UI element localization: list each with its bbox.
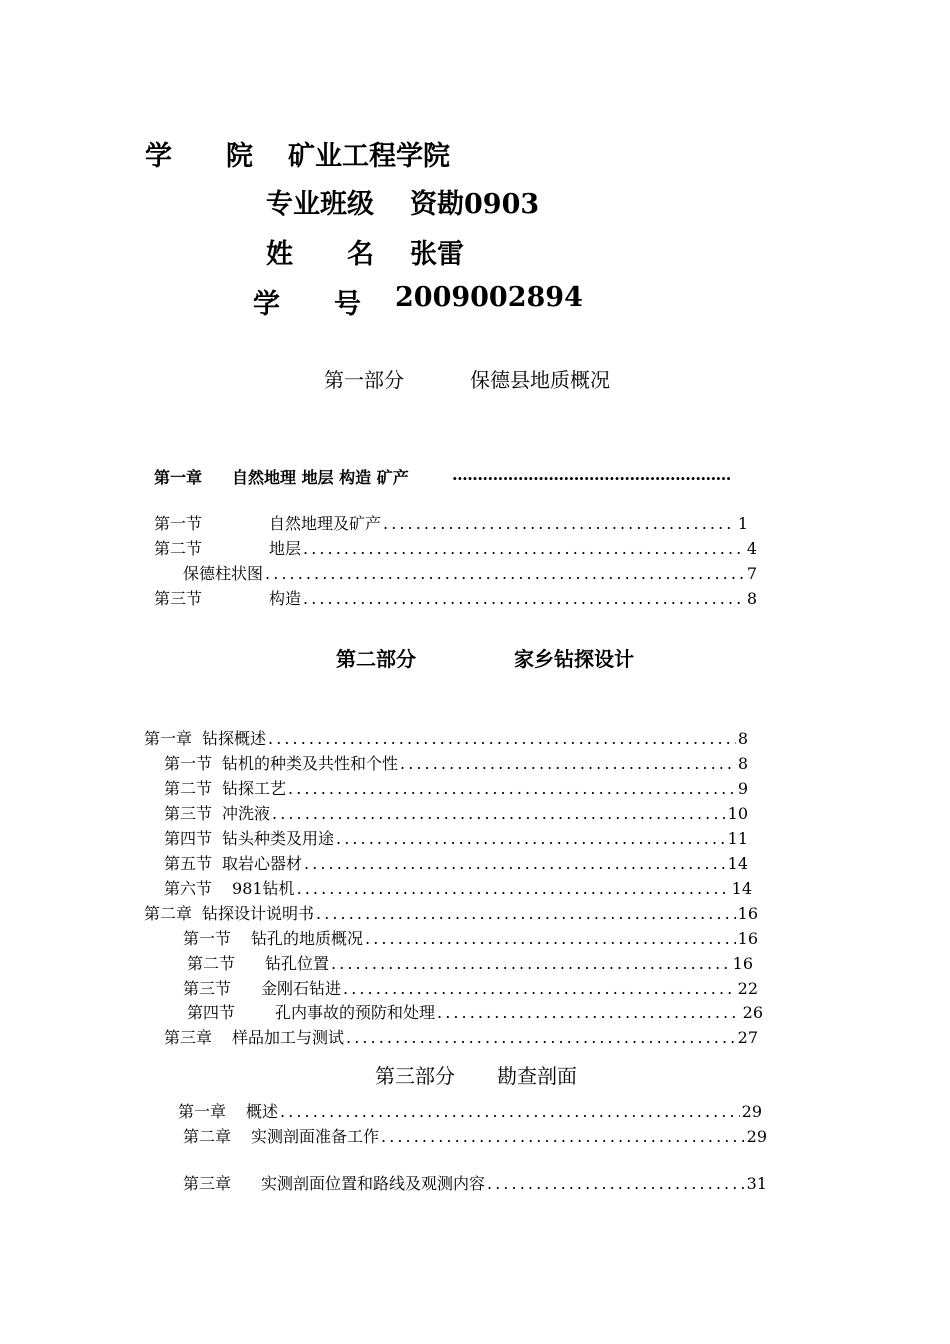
leader-dots [304,854,726,873]
leader-dots [381,1127,745,1146]
toc-section-number: 第二节 [154,539,203,558]
leader-dots [265,564,745,583]
toc-chapter-title: 实测剖面位置和路线及观测内容 [261,1174,486,1193]
toc-section-number: 第四节 [187,1003,236,1022]
toc-row [164,776,748,799]
toc-chapter-title: 实测剖面准备工作 [251,1127,380,1146]
toc-page-number: 16 [737,904,758,923]
toc-chapter-number: 第二章 [144,904,193,923]
toc-section-number: 第二节 [187,954,236,973]
leader-dots [400,754,736,773]
toc-page-number: 16 [737,929,758,948]
toc-section-title: 钻孔的地质概况 [251,929,364,948]
part1-chapter1-number: 第一章 [154,468,203,487]
student-id-value: 2009002894 [395,282,583,313]
toc-row [164,751,748,774]
toc-chapter-title: 钻探设计说明书 [202,904,315,923]
toc-page-number: 14 [727,854,748,873]
toc-row [187,951,753,974]
leader-dots [303,539,745,558]
toc-row [164,1025,758,1048]
toc-row [183,1124,767,1147]
toc-row [183,976,758,999]
toc-row [144,901,758,924]
toc-page-number: 27 [737,1028,758,1047]
toc-page-number: 10 [727,804,748,823]
toc-row [164,801,748,824]
toc-page-number: 9 [737,779,748,798]
part2-title: 家乡钻探设计 [514,647,634,671]
toc-section-title: 地层 [269,539,302,558]
toc-page-number: 16 [732,954,753,973]
college-label: 学 院 [145,141,253,172]
toc-page-number: 14 [731,879,752,898]
college-value: 矿业工程学院 [288,141,450,172]
name-label: 姓 名 [266,239,374,270]
toc-page-number: 7 [746,564,757,583]
toc-section-number: 第六节 [164,879,213,898]
leader-dots [343,979,736,998]
leader-dots [487,1174,745,1193]
leader-dots [336,829,726,848]
toc-section-title: 自然地理及矿产 [269,514,382,533]
leader-dots [383,514,736,533]
toc-section-number: 第一节 [183,929,232,948]
toc-row [144,726,748,749]
toc-page-number: 26 [742,1003,763,1022]
toc-page-number: 31 [746,1174,767,1193]
toc-section-title: 钻机的种类及共性和个性 [222,754,399,773]
leader-dots [437,1003,741,1022]
toc-page-number: 22 [737,979,758,998]
toc-section-title: 冲洗液 [222,804,271,823]
toc-section-title: 981钻机 [232,879,295,898]
leader-dots [272,804,726,823]
toc-row [154,511,748,534]
toc-row [178,1099,762,1122]
leader-dots [365,929,736,948]
leader-dots [280,1102,740,1121]
toc-section-number: 第三节 [154,589,203,608]
part1-chapter1-title: 自然地理 地层 构造 矿产 [232,468,409,487]
leader-dots [316,904,736,923]
part1-title: 保德县地质概况 [470,368,610,392]
toc-page-number: 11 [727,829,748,848]
toc-page-number: 29 [746,1127,767,1146]
toc-chapter-number: 第一章 [144,729,193,748]
toc-chapter-title: 概述 [246,1102,279,1121]
leader-dots [303,589,745,608]
toc-chapter-number: 第一章 [178,1102,227,1121]
toc-section-number: 第三节 [164,804,213,823]
toc-row [187,1000,763,1023]
toc-page-number: 8 [746,589,757,608]
toc-page-number: 8 [737,754,748,773]
part2-number: 第二部分 [336,647,416,671]
toc-row [164,876,752,899]
toc-section-title: 金刚石钻进 [261,979,342,998]
toc-chapter-title: 钻探概述 [202,729,267,748]
toc-page-number: 8 [737,729,748,748]
leader-dots [346,1028,736,1047]
class-label: 专业班级 [266,189,374,220]
toc-section-title: 构造 [269,589,302,608]
toc-section-number: 第一节 [154,514,203,533]
leader-dots [288,779,736,798]
toc-section-title: 取岩心器材 [222,854,303,873]
toc-page-number: 29 [741,1102,762,1121]
toc-row [183,926,758,949]
toc-chapter-title: 样品加工与测试 [232,1028,345,1047]
toc-section-number: 第二节 [164,779,213,798]
toc-section-number: 第三节 [183,979,232,998]
toc-page-number: 1 [737,514,748,533]
toc-section-number: 第一节 [164,754,213,773]
class-value: 资勘0903 [410,189,540,220]
toc-chapter-number: 第二章 [183,1127,232,1146]
part3-number: 第三部分 [375,1064,455,1088]
toc-page-number: 4 [746,539,757,558]
name-value: 张雷 [410,239,464,270]
part1-chapter1-leader: ....................................................... [452,465,731,484]
toc-section-title: 钻孔位置 [265,954,330,973]
toc-section-title: 孔内事故的预防和处理 [275,1003,436,1022]
toc-section-number: 第五节 [164,854,213,873]
leader-dots [331,954,731,973]
leader-dots [297,879,730,898]
toc-row [183,561,757,584]
toc-row [164,826,748,849]
student-id-label: 学 号 [253,289,361,320]
toc-row [164,851,748,874]
toc-section-number: 第四节 [164,829,213,848]
toc-section-title: 钻头种类及用途 [222,829,335,848]
part3-title: 勘查剖面 [497,1064,577,1088]
part1-number: 第一部分 [324,368,404,392]
leader-dots [268,729,736,748]
toc-chapter-number: 第三章 [164,1028,213,1047]
toc-section-title: 保德柱状图 [183,564,264,583]
toc-chapter-number: 第三章 [183,1174,232,1193]
toc-row [154,536,757,559]
toc-row [154,586,757,609]
toc-section-title: 钻探工艺 [222,779,287,798]
toc-row [183,1171,767,1194]
